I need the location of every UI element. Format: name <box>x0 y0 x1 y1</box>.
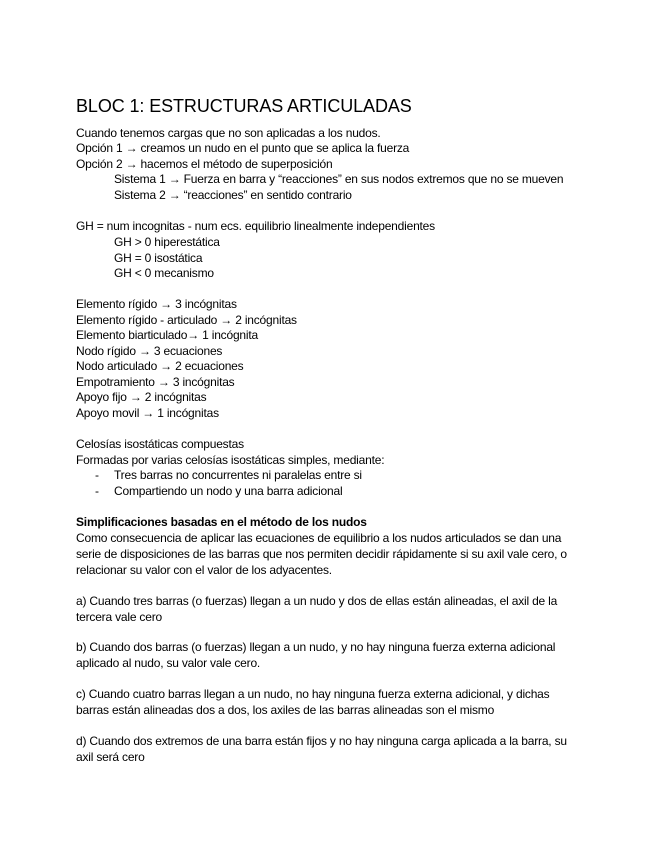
text-line-indented: Sistema 2 → “reacciones” en sentido contrario <box>114 188 352 202</box>
gh-case: GH = 0 isostática <box>114 251 203 265</box>
text-line: Opción 2 → hacemos el método de superposición <box>76 157 333 171</box>
gh-case: GH < 0 mecanismo <box>114 266 214 280</box>
element-line: Elemento rígido → 3 incógnitas <box>76 297 237 311</box>
element-line: Elemento rígido - articulado → 2 incógnitas <box>76 313 297 327</box>
page-title: BLOC 1: ESTRUCTURAS ARTICULADAS <box>76 96 412 116</box>
element-line: Nodo articulado → 2 ecuaciones <box>76 359 244 373</box>
text-line: Opción 1 → creamos un nudo en el punto que se aplica la fuerza <box>76 141 410 155</box>
text-line: Celosías isostáticas compuestas <box>76 437 244 451</box>
bullet-dash: - <box>95 484 99 498</box>
paragraph-a: a) Cuando tres barras (o fuerzas) llegan a un nudo y dos de ellas están alineadas, el axil de la tercera vale cero <box>76 594 558 624</box>
gh-definition: GH = num incognitas - num ecs. equilibrio linealmente independientes <box>76 219 435 233</box>
paragraph-c: c) Cuando cuatro barras llegan a un nudo, no hay ninguna fuerza externa adicional, y dichas barras están alineadas dos a dos, los axiles de las barras alineadas son el mismo <box>76 687 550 717</box>
element-line: Nodo rígido → 3 ecuaciones <box>76 344 223 358</box>
element-line: Elemento biarticulado→ 1 incógnita <box>76 328 258 342</box>
paragraph-b: b) Cuando dos barras (o fuerzas) llegan a un nudo, y no hay ninguna fuerza externa adicional aplicado al nudo, su valor vale cero. <box>76 640 556 670</box>
text-line-indented: Sistema 1 → Fuerza en barra y “reacciones” en sus nodos extremos que no se mueven <box>114 172 564 186</box>
bullet-item: Tres barras no concurrentes ni paralelas entre si <box>114 468 362 482</box>
paragraph-intro: Como consecuencia de aplicar las ecuaciones de equilibrio a los nudos articulados se dan una serie de disposiciones de las barras que nos permiten decidir rápidamente si su axil vale cero, o relacionar su valor con el valor de los adyacentes. <box>76 531 567 577</box>
text-line: Formadas por varias celosías isostáticas simples, mediante: <box>76 453 385 467</box>
bullet-dash: - <box>95 468 99 482</box>
gh-case: GH > 0 hiperestática <box>114 235 220 249</box>
element-line: Apoyo fijo → 2 incógnitas <box>76 390 207 404</box>
paragraph-d: d) Cuando dos extremos de una barra están fijos y no hay ninguna carga aplicada a la barra, su axil será cero <box>76 734 567 764</box>
text-line: Cuando tenemos cargas que no son aplicadas a los nudos. <box>76 126 381 140</box>
element-line: Empotramiento → 3 incógnitas <box>76 375 235 389</box>
bullet-item: Compartiendo un nodo y una barra adicional <box>114 484 343 498</box>
section-heading: Simplificaciones basadas en el método de los nudos <box>76 515 367 529</box>
element-line: Apoyo movil → 1 incógnitas <box>76 406 219 420</box>
